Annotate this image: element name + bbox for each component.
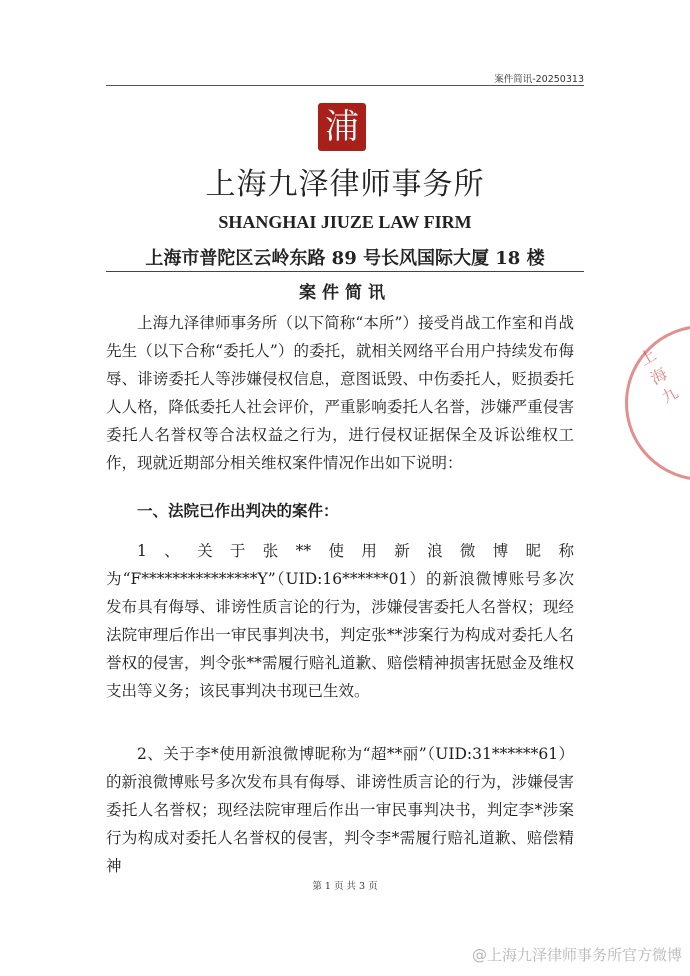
intro-paragraph: 上海九泽律师事务所（以下简称“本所”）接受肖战工作室和肖战先生（以下合称“委托人”）的委托，就相关网络平台用户持续发布侮辱、诽谤委托人等涉嫌侵权信息，意图诋毁、中伤委托人，贬损委托人人格，降低委托人社会评价，严重影响委托人名誉，涉嫌严重侵害委托人名誉权等合法权益之行为，进行侵权证据保全及诉讼维权工作，现就近期部分相关维权案件情况作出如下说明： [106, 314, 574, 472]
firm-name-chinese: 上海九泽律师事务所 [205, 167, 485, 202]
title-divider [106, 271, 584, 272]
firm-logo-glyph: 浦 [325, 107, 359, 147]
case-paragraph-1: 1、关于张**使用新浪微博昵称为“F***************Y”（UID:16******01）的新浪微博账号多次发布具有侮辱、诽谤性质言论的行为，涉嫌侵害委托人名誉权；现经法院审理后作出一审民事判决书，判定张**涉案行为构成对委托人名誉权的侵害，判令张**需履行赔礼道歉、赔偿精神损害抚慰金及维权支出等义务；该民事判决书现已生效。 [106, 542, 574, 700]
firm-logo [318, 103, 366, 151]
firm-name-english: SHANGHAI JIUZE LAW FIRM [218, 212, 472, 232]
document-reference-number: 案件简讯-20250313 [494, 74, 584, 85]
seal-text: 上海九 [636, 344, 682, 408]
page-number: 第 1 页 共 3 页 [312, 881, 378, 892]
firm-address: 上海市普陀区云岭东路 89 号长风国际大厦 18 楼 [145, 248, 545, 269]
weibo-watermark: @上海九泽律师事务所官方微博 [471, 946, 682, 964]
header-divider [106, 85, 584, 86]
document-title: 案件简讯 [299, 283, 391, 303]
section-heading: 一、法院已作出判决的案件： [137, 501, 339, 520]
case-paragraph-2: 2、关于李*使用新浪微博昵称为“超**丽”（UID:31******61）的新浪微博账号多次发布具有侮辱、诽谤性质言论的行为，涉嫌侵害委托人名誉权；现经法院审理后作出一审民事判决书，判定李*涉案行为构成对委托人名誉权的侵害，判令李*需履行赔礼道歉、赔偿精神 [106, 745, 574, 875]
